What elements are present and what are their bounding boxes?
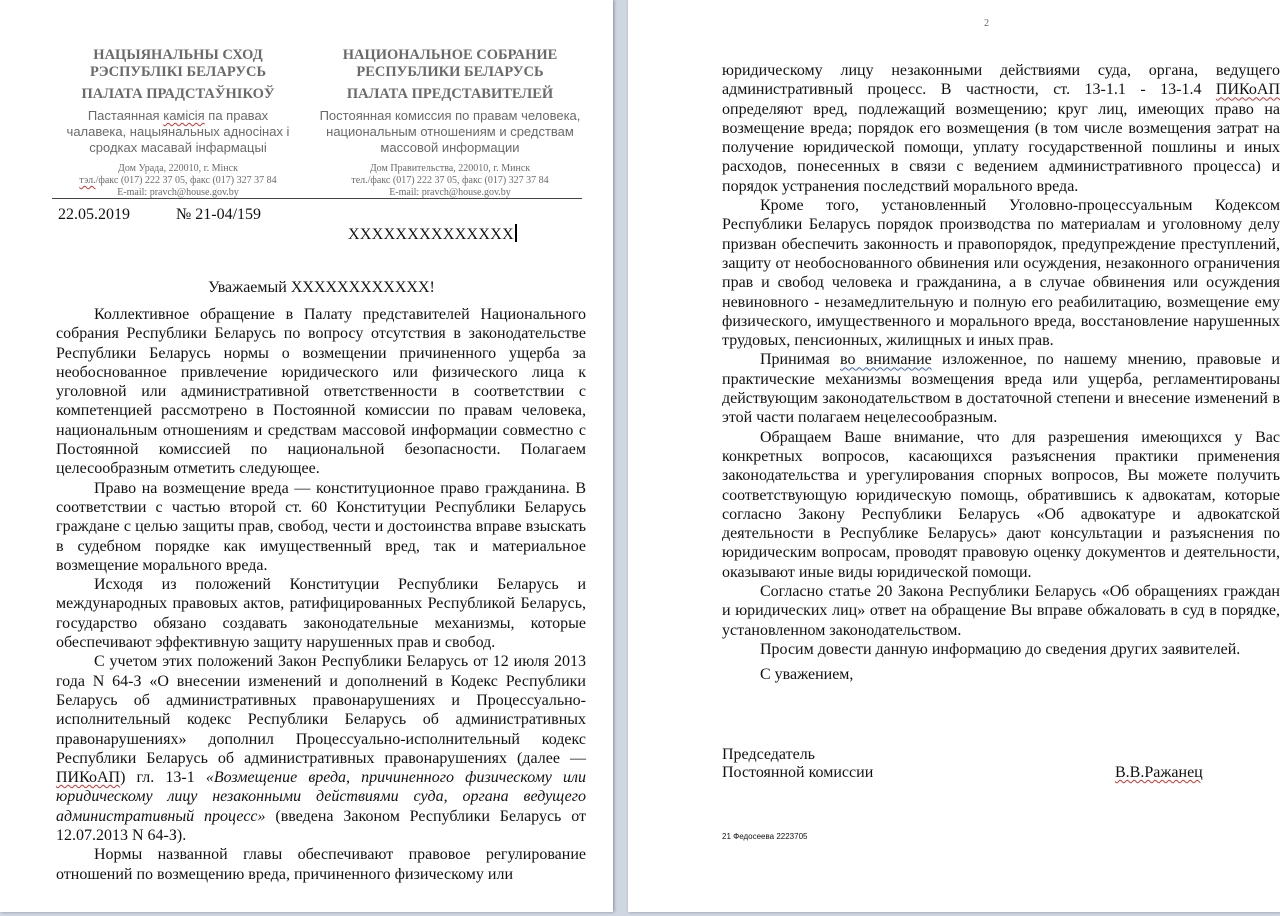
signatory-position[interactable] [722, 746, 873, 782]
letter-date[interactable]: 22.05.2019 [58, 206, 130, 223]
letterhead-commission: Пастаянная камісія па правах чалавека, нацыянальных адносінах і сродках масавай інфармацыі [66, 108, 290, 155]
letterhead-title: НАЦЫЯНАЛЬНЫ СХОД [93, 47, 263, 63]
letterhead-phone: тел./факс (017) 222 37 05, факс (017) 327 37 84 [351, 175, 549, 186]
signatory-title: Постоянной комиссии [722, 764, 874, 781]
paragraph[interactable]: С учетом этих положений Закон Республики Беларусь от 12 июля 2013 года N 64-З «О внесении изменений и дополнений в Кодекс Республики Беларусь об административных правонарушениях и Процессуально-исполнительный кодекс Республики Беларусь об административных правонарушениях» дополнил Процессуально-исполнительный кодекс Республики Беларусь об административных правонарушениях (далее — ПИКоАП) гл. 13-1 «Возмещение вреда, причиненного физическому или юридическому лицу незаконными действиями суда, органа ведущего административный процесс» (введена Законом Республики Беларусь от 12.07.2013 N 64-З). [56, 653, 586, 845]
letterhead-phone: тэл./факс (017) 222 37 05, факс (017) 327 37 84 [79, 175, 277, 186]
paragraph[interactable]: Просим довести данную информацию до сведения других заявителей. [760, 640, 1241, 658]
paragraph[interactable]: Принимая во внимание изложенное, по нашему мнению, правовые и практические механизмы возмещения вреда или ущерба, регламентированы действующим законодательством в достаточной степени и внесение изменений в этой части полагаем нецелесообразным. [722, 351, 1280, 427]
spelling-flag: тэл. [79, 175, 96, 186]
letterhead-email: E-mail: pravch@house.gov.by [117, 187, 239, 198]
paragraph[interactable]: Обращаем Ваше внимание, что для разрешения имеющихся у Вас конкретных вопросов, касающихся разъяснения практики применения законодательства и урегулирования спорных вопросов, Вы можете получить соответствующую юридическую помощь, обратившись к адвокатам, которые согласно Закону Республики Беларусь «Об адвокатуре и адвокатской деятельности в Республике Беларусь» дают консультации и разъяснения по юридическим вопросам, проводят правовую оценку документов и деятельности, оказывают иные виды юридической помощи. [722, 428, 1280, 581]
letterhead-divider [52, 198, 582, 199]
page-number: 2 [984, 18, 989, 29]
addressee[interactable]: XXXXXXXXXXXXXX [348, 224, 517, 244]
letterhead-belarusian [58, 47, 298, 199]
letterhead-chamber: ПАЛАТА ПРЕДСТАВИТЕЛЕЙ [346, 86, 554, 102]
spelling-flag: камісія [163, 108, 205, 123]
paragraph[interactable]: Кроме того, установленный Уголовно-процессуальным Кодексом Республики Беларусь порядок производства по материалам и уголовному делу призван обеспечить законность и правопорядок, предупреждение преступлений, защиту от необоснованного обвинения или осуждения, незаконного ограничения прав и свобод человека и гражданина, а в случае обвинения или осуждения невиновного - незамедлительную и полную его реабилитацию, возмещение ему физического, имущественного и морального вреда, восстановление нарушенных трудовых, пенсионных, жилищных и иных прав. [722, 197, 1280, 350]
executor-footer: 21 Федосеева 2223705 [722, 832, 808, 841]
letterhead-commission: Постоянная комиссия по правам человека, национальным отношениям и средствам массовой информации [319, 108, 581, 155]
letterhead-title: РЕСПУБЛИКИ БЕЛАРУСЬ [356, 64, 544, 80]
paragraph[interactable]: юридическому лицу незаконными действиями суда, органа, ведущего административный процесс. В частности, ст. 13-1.1 - 13-1.4 ПИКоАП определяют вред, подлежащий возмещению; круг лиц, имеющих право на возмещение вреда; порядок его возмещения (в том числе возмещения затрат на получение юридической помощи, уплату государственной пошлины и иных расходов, понесенных в связи с ведением административного процесса) и порядок устранения последствий морального вреда. [722, 62, 1280, 195]
letterhead-chamber: ПАЛАТА ПРАДСТАЎНІКОЎ [81, 86, 275, 102]
paragraph[interactable]: Согласно статье 20 Закона Республики Беларусь «Об обращениях граждан и юридических лиц» ответ на обращение Вы вправе обжаловать в суд в порядке, установленном законодательством. [722, 583, 1280, 639]
text-cursor [515, 224, 517, 242]
signatory-name[interactable]: В.В.Ражанец [1115, 764, 1203, 781]
paragraph[interactable]: Исходя из положений Конституции Республики Беларусь и международных правовых актов, ратифицированных Республикой Беларусь, государство обязано создавать законодательные механизмы, которые обеспечивают эффективную защиту нарушенных прав и свобод. [56, 576, 586, 652]
letterhead-email: E-mail: pravch@house.gov.by [389, 187, 511, 198]
letter-number[interactable]: № 21-04/159 [176, 206, 262, 223]
grammar-flag: во внимание [840, 351, 932, 369]
letterhead-title: НАЦИОНАЛЬНОЕ СОБРАНИЕ [342, 47, 558, 63]
letterhead-address: Дом Урада, 220010, г. Мінск [118, 163, 238, 174]
spelling-flag: ПИКоАП [56, 769, 121, 787]
spelling-flag: ПИКоАП [1215, 81, 1280, 99]
letterhead-russian [305, 47, 595, 199]
paragraph[interactable]: Право на возмещение вреда — конституционное право гражданина. В соответствии с частью второй ст. 60 Конституции Республики Беларусь граждане с целью защиты прав, свобод, чести и достоинства вправе взыскать в судебном порядке как имущественный вред, так и материальное возмещение морального вреда. [56, 479, 586, 574]
letterhead-address: Дом Правительства, 220010, г. Минск [369, 163, 531, 174]
closing[interactable]: С уважением, [760, 666, 854, 684]
letterhead-title: РЭСПУБЛІКІ БЕЛАРУСЬ [89, 64, 267, 80]
document-page-2[interactable] [628, 0, 1280, 912]
signatory-title: Председатель [722, 746, 815, 763]
letter-body-page-1[interactable] [56, 305, 586, 884]
paragraph[interactable]: Коллективное обращение в Палату представителей Национального собрания Республики Беларусь по вопросу отсутствия в законодательстве Республики Беларусь нормы о возмещении причиненного ущерба за необоснованное привлечение юридического или физического лица к уголовной или административной ответственности в соответствии с компетенцией рассмотрено в Постоянной комиссии по правам человека, национальным отношениям и средствам массовой информации совместно с Постоянной комиссией по национальной безопасности. Полагаем целесообразным отметить следующее. [56, 306, 586, 478]
document-page-1[interactable] [0, 0, 613, 912]
greeting[interactable]: Уважаемый XXXXXXXXXXXX! [208, 279, 435, 296]
paragraph[interactable]: Нормы названной главы обеспечивают правовое регулирование отношений по возмещению вреда, причиненного физическому или [56, 846, 586, 883]
letter-body-page-2[interactable] [722, 61, 1280, 685]
chapter-title: «Возмещение вреда, причиненного физическому или юридическому лицу незаконными действиями суда, органа ведущего административный процесс» [56, 769, 586, 825]
